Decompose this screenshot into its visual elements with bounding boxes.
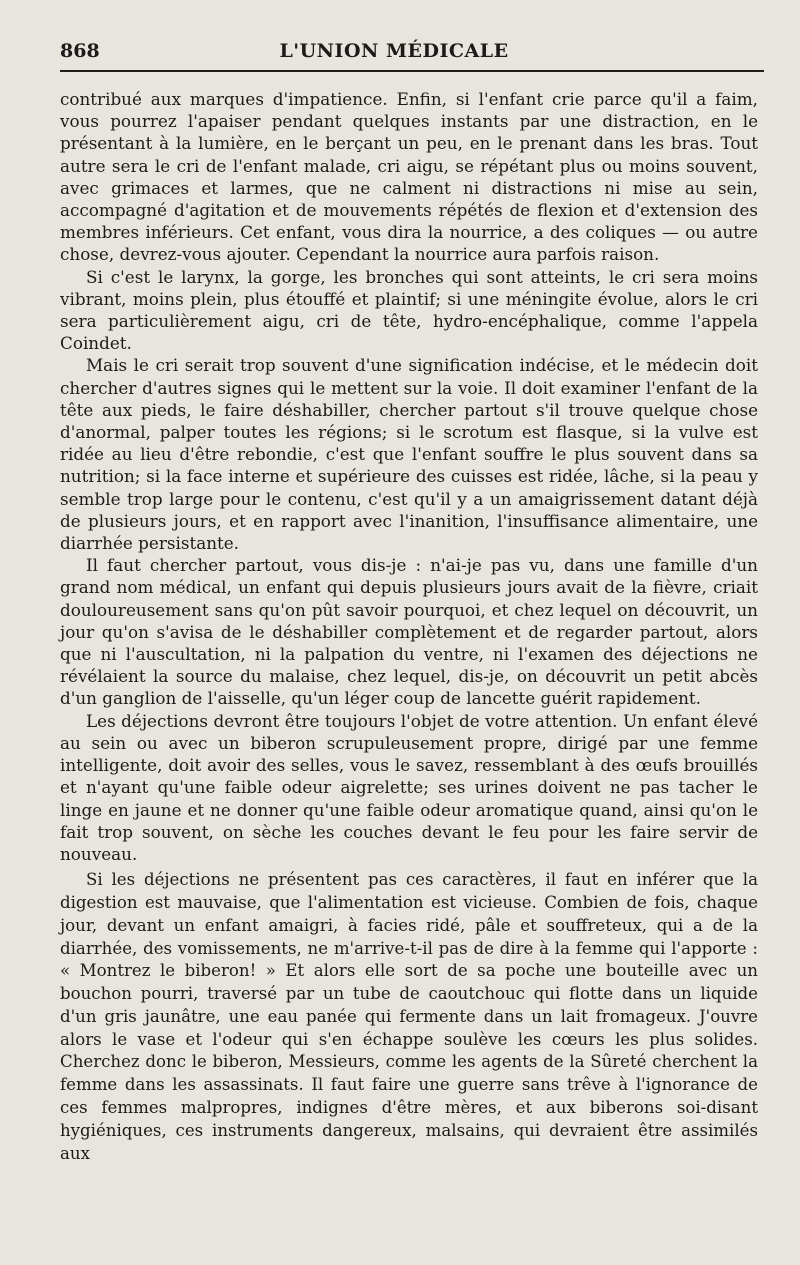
paragraph-1: contribué aux marques d'impatience. Enfin, si l'enfant crie parce qu'il a faim, vous pourrez l'apaiser pendant quelques instants par une distraction, en le présentant à la lumière, en le berçant un peu, en le prenant dans les bras. Tout autre sera le cri de l'enfant malade, cri aigu, se répétant plus ou moins souvent, avec grimaces et larmes, que ne calment ni distractions ni mise au sein, accompagné d'agitation et de mouvements répétés de flexion et d'extension des membres inférieurs. Cet enfant, vous dira la nourrice, a des coliques — ou autre chose, devrez-vous ajouter. Cependant la nourrice aura parfois raison.: [60, 89, 758, 265]
page-header: [60, 40, 758, 70]
page-number: 868: [60, 40, 100, 62]
paragraph-3: Mais le cri serait trop souvent d'une signification indécise, et le médecin doit chercher d'autres signes qui le mettent sur la voie. Il doit examiner l'enfant de la tête aux pieds, le faire déshabiller, chercher partout s'il trouve quelque chose d'anormal, palper toutes les régions; si le scrotum est flasque, si la vulve est ridée au lieu d'être rebondie, c'est que l'enfant souffre le plus souvent dans sa nutrition; si la face interne et supérieure des cuisses est ridée, lâche, si la peau y semble trop large pour le contenu, c'est qu'il y a un amaigrissement datant déjà de plusieurs jours, et en rapport avec l'inanition, l'insuffisance alimentaire, une diarrhée persistante.: [60, 355, 758, 554]
paragraph-6: Si les déjections ne présentent pas ces caractères, il faut en inférer que la digestion est mauvaise, que l'alimentation est vicieuse. Combien de fois, chaque jour, devant un enfant amaigri, à facies ridé, pâle et souffreteux, qui a de la diarrhée, des vomissements, ne m'arrive-t-il pas de dire à la femme qui l'apporte : « Montrez le biberon! » Et alors elle sort de sa poche une bouteille avec un bouchon pourri, traversé par un tube de caoutchouc qui flotte dans un liquide d'un gris jaunâtre, une eau panée qui fermente dans un lait fromageux. J'ouvre alors le vase et l'odeur qui s'en échappe soulève les cœurs les plus solides. Cherchez donc le biberon, Messieurs, comme les agents de la Sûreté cherchent la femme dans les assassinats. Il faut faire une guerre sans trêve à l'ignorance de ces femmes malpropres, indignes d'être mères, et aux biberons soi-disant hygiéniques, ces instruments dangereux, malsains, qui devraient être assimilés aux: [60, 870, 758, 1163]
body-text: [60, 88, 758, 1165]
paragraph-5: Les déjections devront être toujours l'objet de votre attention. Un enfant élevé au sein ou avec un biberon scrupuleusement propre, dirigé par une femme intelligente, doit avoir des selles, vous le savez, ressemblant à des œufs brouillés et n'ayant qu'une faible odeur aigrelette; ses urines doivent ne pas tacher le linge en jaune et ne donner qu'une faible odeur aromatique quand, ainsi qu'on le fait trop souvent, on sèche les couches devant le feu pour les faire servir de nouveau.: [60, 710, 758, 864]
paragraph-2: Si c'est le larynx, la gorge, les bronches qui sont atteints, le cri sera moins vibrant, moins plein, plus étouffé et plaintif; si une méningite évolue, alors le cri sera particulièrement aigu, cri de tête, hydro-encéphalique, comme l'appela Coindet.: [60, 266, 758, 354]
paragraph-4: Il faut chercher partout, vous dis-je : n'ai-je pas vu, dans une famille d'un grand nom médical, un enfant qui depuis plusieurs jours avait de la fièvre, criait douloureusement sans qu'on pût savoir pourquoi, et chez lequel on découvrit, un jour qu'on s'avisa de le déshabiller complètement et de regarder partout, alors que ni l'auscultation, ni la palpation du ventre, ni l'examen des déjections ne révélaient la source du malaise, chez lequel, dis-je, on découvrit un petit abcès d'un ganglion de l'aisselle, qu'un léger coup de lancette guérit rapidement.: [60, 555, 758, 709]
header-rule: [60, 70, 764, 72]
running-title: L'UNION MÉDICALE: [279, 40, 509, 62]
